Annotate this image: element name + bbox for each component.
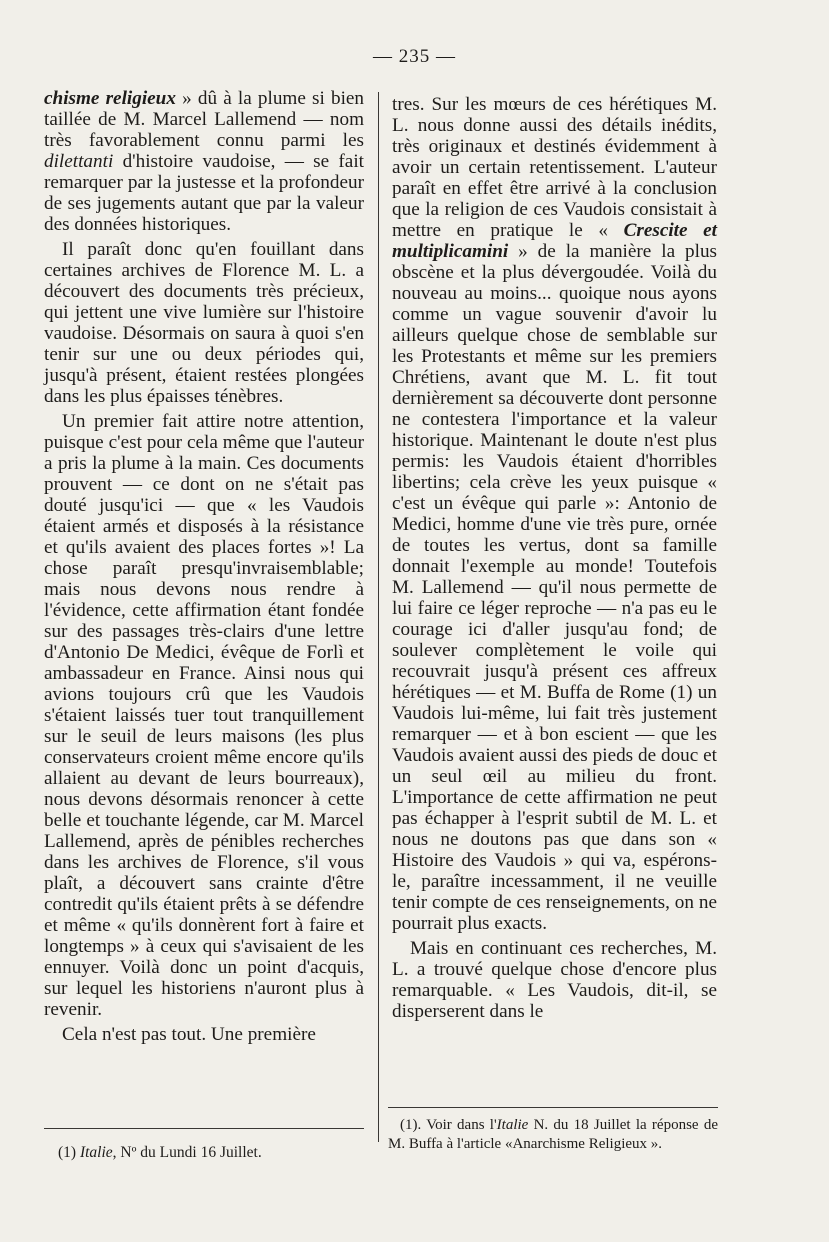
column-divider [378, 92, 379, 1142]
footnote-left [58, 1143, 358, 1162]
left-paragraph-1 [44, 88, 364, 235]
left-paragraph-2: Il paraît donc qu'en fouillant dans certaines archives de Florence M. L. a découvert des documents très précieux, qui jettent une vive lumière sur l'histoire vaudoise. Désormais on saura à quoi s'en tenir sur une ou deux périodes qui, jusqu'à présent, étaient restées plongées dans les plus épaisses ténèbres. [44, 239, 364, 407]
footnote-right [388, 1116, 718, 1154]
right-p1-em: Crescite et multiplicamini [392, 220, 717, 262]
footnote-left-a: (1) [58, 1144, 80, 1161]
footnote-right-em: Italie [496, 1117, 529, 1133]
right-p1-b: » de la manière la plus obscène et la plus dévergoudée. Voilà du nouveau au moins... quoique nous ayons comme un vague souvenir d'avoir lu ailleurs quelque chose de semblable sur les Protestants et même sur les premiers Chrétiens, avant que M. L. fit tout dernièrement sa découverte dont personne ne contestera l'importance et la valeur historique. Maintenant le doute n'est plus permis: les Vaudois étaient d'horribles libertins; cela crève les yeux puisque « c'est un évêque qui parle »: Antonio de Medici, homme d'une vie très pure, ornée de toutes les vertus, dont sa famille donnait l'exemple au monde! Toutefois M. Lallemend — qu'il nous permette de lui faire ce léger reproche — n'a pas eu le courage ici d'aller jusqu'au fond; de soulever complètement le voile qui recouvrait jusqu'à présent ces affreux hérétiques — et M. Buffa de Rome (1) un Vaudois lui-même, lui fait très justement remarquer — et à bon escient — que les Vaudois avaient aussi des pieds de douc et un seul œil au milieu du front. L'importance de cette affirmation ne peut pas échapper à l'esprit subtil de M. L. et nous ne doutons pas que dans son « Histoire des Vaudois » qui va, espérons-le, paraître incessamment, il ne veuille tenir compte de ces renseignements, on ne pourrait plus exacts. [392, 241, 717, 934]
footnote-right-b: N. du 18 Juillet la réponse de M. Buffa à l'article «Anarchisme Religieux ». [388, 1117, 718, 1152]
right-p1-a: tres. Sur les mœurs de ces hérétiques M. L. nous donne aussi des détails inédits, très originaux et destinés évidemment à avoir un certain retentissement. L'auteur paraît en effet être arrivé à la conclusion que la religion de ces Vaudois consistait à mettre en pratique le « [392, 94, 717, 241]
left-p1-lead: chisme religieux [44, 88, 176, 109]
footnote-right-a: (1). Voir dans l' [400, 1117, 497, 1133]
right-paragraph-2: Mais en continuant ces recherches, M. L. a trouvé quelque chose d'encore plus remarquable. « Les Vaudois, dit-il, se disperserent dans le [392, 938, 717, 1022]
right-paragraph-1 [392, 94, 717, 934]
right-column [392, 94, 717, 1022]
left-paragraph-4: Cela n'est pas tout. Une première [62, 1024, 316, 1045]
footnote-left-b: , Nº du Lundi 16 Juillet. [112, 1144, 262, 1161]
footnote-rule-right [388, 1107, 718, 1108]
left-p1-b: d'histoire vaudoise, — se fait remarquer par la justesse et la profondeur de ses jugements autant que par la valeur des données historiques. [44, 151, 364, 235]
left-column [44, 88, 364, 1045]
page-number: — 235 — [373, 46, 456, 67]
left-p1-a: » dû à la plume si bien taillée de M. Marcel Lallemend — nom très favorablement connu parmi les [44, 88, 365, 151]
left-paragraph-3: Un premier fait attire notre attention, puisque c'est pour cela même que l'auteur a pris la plume à la main. Ces documents prouvent — ce dont on ne s'était pas douté jusqu'ici — que « les Vaudois étaient armés et disposés à la résistance et qu'ils avaient des places fortes »! La chose paraît presqu'invraisemblable; mais nous devons nous rendre à l'évidence, cette affirmation étant fondée sur des passages très-clairs d'une lettre d'Antonio De Medici, évêque de Forlì et ambassadeur en France. Ainsi nous qui avions toujours crû que les Vaudois s'étaient laissés tuer tout tranquillement sur le seuil de leurs maisons (les plus conservateurs croient même encore qu'ils allaient au devant de leurs bourreaux), nous devons désormais renoncer à cette belle et touchante légende, car M. Marcel Lallemend, après de pénibles recherches dans les archives de Florence, s'il vous plaît, a découvert sans crainte d'être contredit qu'ils étaient prêts à se défendre et même « qu'ils donnèrent fort à faire et longtemps » à ceux qui s'avisaient de les ennuyer. Voilà donc un point d'acquis, sur lequel les historiens n'auront plus à revenir. [44, 411, 364, 1020]
left-p1-em: dilettanti [44, 151, 114, 172]
footnote-left-em: Italie [79, 1144, 113, 1161]
footnote-rule-left [44, 1128, 364, 1129]
